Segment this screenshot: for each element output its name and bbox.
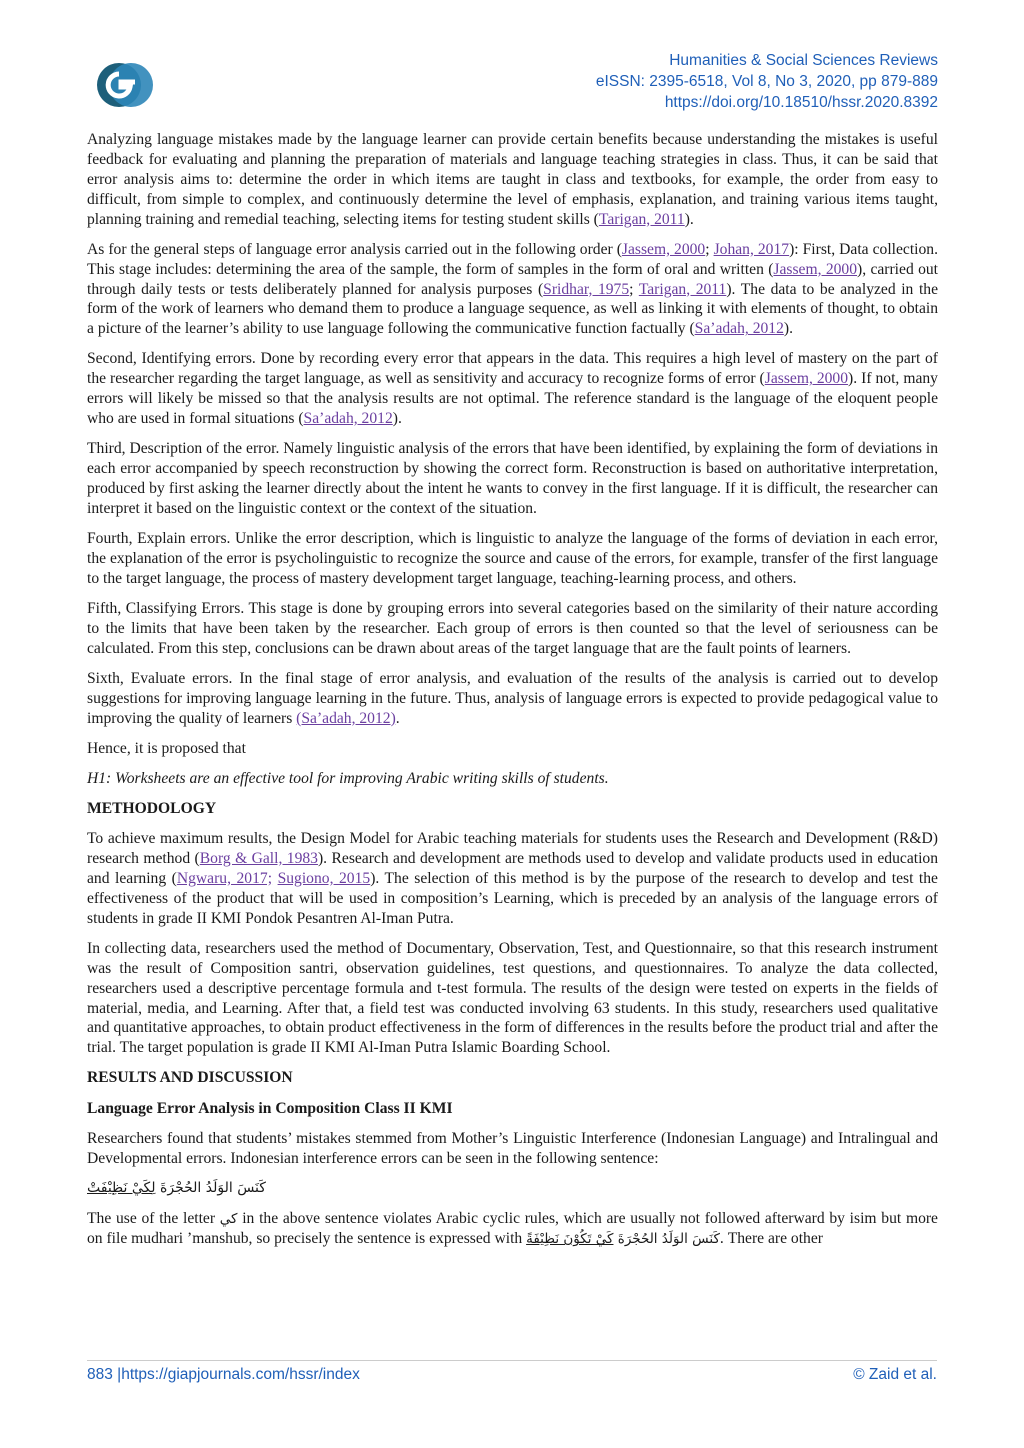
hypothesis: H1: Worksheets are an effective tool for improving Arabic writing skills of students. — [87, 769, 609, 787]
citation-link[interactable]: Sridhar, 1975 — [543, 280, 630, 298]
citation-link[interactable]: Tarigan, 2011 — [638, 280, 727, 298]
doi-link[interactable]: https://doi.org/10.18510/hssr.2020.8392 — [664, 94, 938, 111]
citation-link[interactable]: Johan, 2017 — [713, 240, 790, 258]
citation-link[interactable]: Sa’adah, 2012 — [303, 410, 393, 428]
gp-logo-icon — [94, 60, 154, 110]
footer-page-link[interactable]: 883 |https://giapjournals.com/hssr/index — [87, 1366, 360, 1383]
page-footer — [87, 1366, 937, 1388]
footer-divider — [87, 1360, 937, 1361]
citation-link[interactable]: Borg & Gall, 1983 — [199, 849, 318, 867]
paragraph: As for the general steps of language error analysis carried out in the following order (Jassem, 2000; Johan, 2017): First, Data collection. This stage includes: determining the area of the sample, the form of samples in the form of oral and written (Jassem, 2000), carried out through daily tests or tests deliberately planned for analysis purposes (Sridhar, 1975; Tarigan, 2011). The data to be analyzed in the form of the work of learners who demand them to produce a language sequence, as well as linking it with elements of thought, to obtain a picture of the learner’s ability to use language following the communicative function factually (Sa’adah, 2012). — [87, 240, 939, 338]
paragraph: Analyzing language mistakes made by the language learner can provide certain benefits because understanding the mistakes is useful feedback for evaluating and planning the preparation of materials and language teaching strategies in class. Thus, it can be said that error analysis aims to: determine the order in which items are taught in class and textbooks, for example, the order from easy to difficult, from simple to complex, and continuously determine the level of emphasis, explanation, and training various items taught, planning training and remedial teaching, selecting items for testing student skills (Tarigan, 2011). — [87, 131, 938, 228]
article-body — [87, 130, 938, 1261]
paragraph: The use of the letter كي in the above sentence violates Arabic cyclic rules, which are usually not followed afterward by isim but more on file mudhari ’manshub, so precisely the sentence is expressed with كَنَسَ الوَلَدُ الحُجْرَةَ كَيْ تَكُوْنَ نَظِيْفَةً . There are other — [87, 1209, 938, 1248]
footer-authors: © Zaid et al. — [853, 1366, 937, 1383]
citation-link[interactable]: Jassem, 2000 — [773, 260, 858, 278]
paragraph: Sixth, Evaluate errors. In the final stage of error analysis, and evaluation of the results of the analysis is carried out to develop suggestions for improving language learning in the future. Thus, analysis of language errors is expected to provide pedagogical value to improving the quality of learners (Sa’adah, 2012). — [87, 669, 938, 727]
page-header — [0, 0, 1024, 130]
paragraph: Researchers found that students’ mistakes stemmed from Mother’s Linguistic Interference (Indonesian Language) and Intralingual and Developmental errors. Indonesian interference errors can be seen in the following sentence: — [87, 1129, 938, 1167]
citation-link[interactable]: (Sa’adah, 2012) — [296, 709, 396, 727]
section-heading-results: RESULTS AND DISCUSSION — [87, 1069, 293, 1087]
issn-line: eISSN: 2395-6518, Vol 8, No 3, 2020, pp 879-889 — [595, 73, 938, 90]
arabic-example-sentence: كَنَسَ الوَلَدُ الحُجْرَةَ لِكَيْ نَظِيْفَتْ — [87, 1179, 266, 1196]
paragraph: Hence, it is proposed that — [87, 739, 246, 757]
paragraph: Fifth, Classifying Errors. This stage is done by grouping errors into several categories based on the similarity of their nature according to the limits that have been taken by the researcher. Each group of errors is then counted so that the level of seriousness can be calculated. From this step, conclusions can be drawn about areas of the target language that are the fault points of learners. — [87, 599, 938, 657]
journal-info — [596, 50, 938, 113]
paragraph: To achieve maximum results, the Design Model for Arabic teaching materials for students uses the Research and Development (R&D) research method (Borg & Gall, 1983). Research and development are methods used to develop and validate products used in education and learning (Ngwaru, 2017; Sugiono, 2015). The selection of this method is by the purpose of the research to develop and test the effectiveness of the product that will be used in composition’s Learning, which is preceded by an analysis of the language errors of students in grade II KMI Pondok Pesantren Al-Iman Putra. — [87, 830, 938, 927]
citation-link[interactable]: Sugiono, 2015 — [277, 869, 371, 887]
paragraph: Fourth, Explain errors. Unlike the error description, which is linguistic to analyze the language of the forms of deviation in each error, the explanation of the error is psycholinguistic to recognize the source and cause of the errors, for example, transfer of the first language to the target language, the process of mastery development target language, teaching-learning process, and others. — [87, 530, 938, 587]
journal-name: Humanities & Social Sciences Reviews — [669, 52, 938, 69]
citation-link[interactable]: Jassem, 2000 — [764, 370, 849, 388]
citation-link[interactable]: Sa’adah, 2012 — [694, 320, 784, 338]
citation-link[interactable]: Tarigan, 2011 — [598, 210, 685, 228]
paragraph: In collecting data, researchers used the method of Documentary, Observation, Test, and Questionnaire, so that this research instrument was the result of Composition santri, observation guidelines, test questions, and questionnaires. To analyze the data collected, researchers used a descriptive percentage formula and t-test formula. The results of the design were tested on experts in the fields of material, media, and Learning. After that, a field test was conducted involving 63 students. In this study, researchers used qualitative and quantitative approaches, to obtain product effectiveness in the form of differences in the results before the product trial and after the trial. The target population is grade II KMI Al-Iman Putra Islamic Boarding School. — [87, 939, 938, 1057]
citation-link[interactable]: Ngwaru, 2017; — [176, 869, 273, 887]
paragraph: Second, Identifying errors. Done by recording every error that appears in the data. This requires a high level of mastery on the part of the researcher regarding the target language, as well as sensitivity and accuracy to recognize forms of error (Jassem, 2000). If not, many errors will likely be missed so that the analysis results are not optimal. The reference standard is the language of the eloquent people who are used in formal situations (Sa’adah, 2012). — [87, 350, 938, 428]
subsection-heading: Language Error Analysis in Composition Class II KMI — [87, 1099, 453, 1117]
citation-link[interactable]: Jassem, 2000 — [621, 240, 706, 258]
section-heading-methodology: METHODOLOGY — [87, 799, 217, 817]
paragraph: Third, Description of the error. Namely linguistic analysis of the errors that have been identified, by explaining the form of deviations in each error accompanied by speech reconstruction by showing the correct form. Reconstruction is based on authoritative interpretation, produced by first asking the learner directly about the intent he wants to convey in the first language. If it is difficult, the researcher can interpret it based on the linguistic context or the context of the situation. — [87, 440, 938, 517]
